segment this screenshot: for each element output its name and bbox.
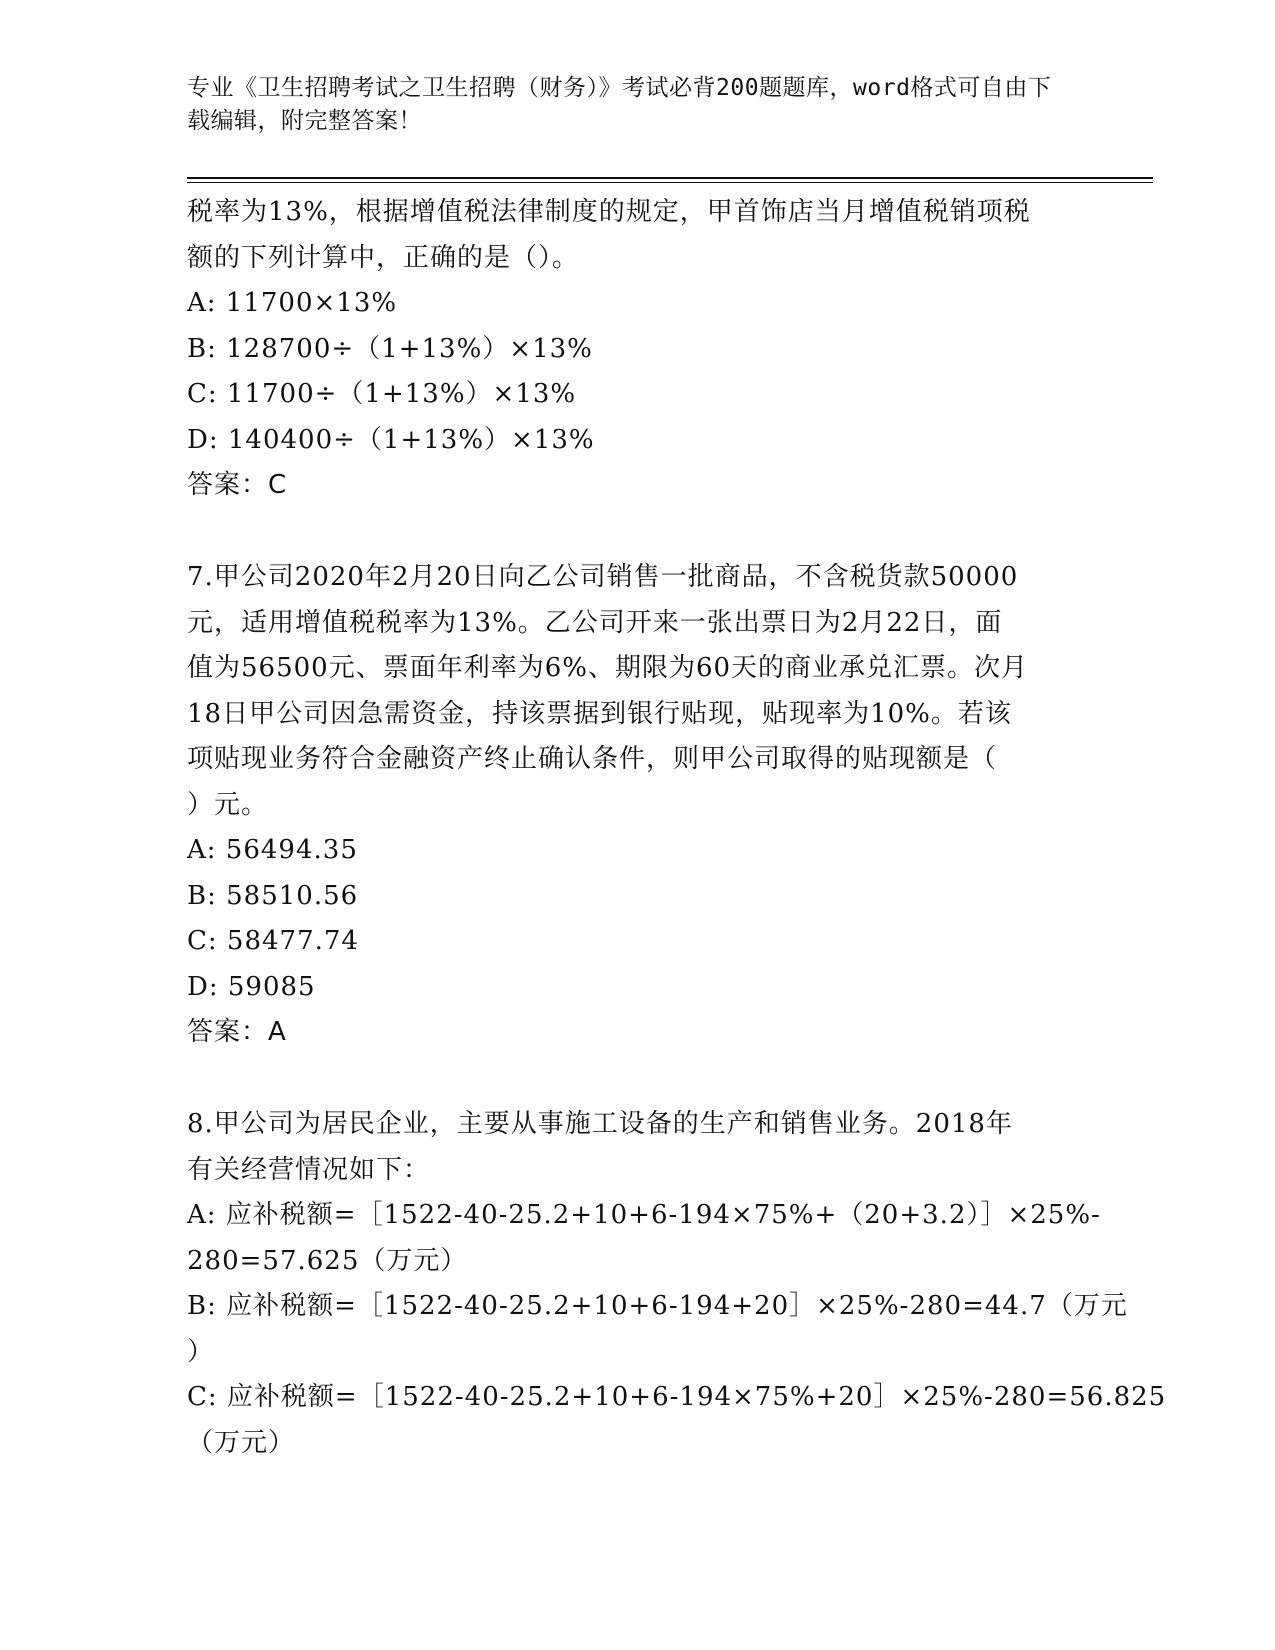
option-b: B: 应补税额=［1522-40-25.2+10+6-194+20］×25%-280=44.7（万元 bbox=[187, 1291, 1128, 1321]
question-text-line: 8.甲公司为居民企业，主要从事施工设备的生产和销售业务。2018年 bbox=[187, 1109, 1013, 1139]
question-7 bbox=[187, 555, 1087, 1056]
option-d: D: 59085 bbox=[187, 971, 316, 1002]
question-text-line: 额的下列计算中，正确的是（）。 bbox=[187, 242, 580, 273]
spacer bbox=[187, 1056, 1087, 1102]
spacer bbox=[187, 509, 1087, 555]
question-text-line: 有关经营情况如下： bbox=[187, 1154, 431, 1185]
answer-line: 答案：C bbox=[187, 470, 288, 500]
option-b: B: 58510.56 bbox=[187, 880, 359, 911]
question-text-line: 元，适用增值税税率为13%。乙公司开来一张出票日为2月22日，面 bbox=[187, 607, 1003, 638]
option-c-continued: （万元） bbox=[187, 1427, 296, 1458]
option-c: C: 58477.74 bbox=[187, 926, 359, 956]
question-text-line: 7.甲公司2020年2月20日向乙公司销售一批商品，不含税货款50000 bbox=[187, 562, 1019, 592]
answer-line: 答案：A bbox=[187, 1017, 287, 1047]
question-text-line: ）元。 bbox=[187, 789, 269, 820]
option-c: C: 应补税额=［1522-40-25.2+10+6-194×75%+20］×25%-280=56.825 bbox=[187, 1382, 1167, 1412]
document-header: 专业《卫生招聘考试之卫生招聘（财务）》考试必背200题题库，word格式可自由下载编辑，附完整答案！ bbox=[187, 75, 1052, 134]
option-a: A: 11700×13% bbox=[187, 288, 398, 318]
option-d: D: 140400÷（1+13%）×13% bbox=[187, 424, 595, 455]
question-text-line: 税率为13%，根据增值税法律制度的规定，甲首饰店当月增值税销项税 bbox=[187, 197, 1031, 227]
header-divider-top bbox=[187, 177, 1153, 179]
question-text-line: 项贴现业务符合金融资产终止确认条件，则甲公司取得的贴现额是（ bbox=[187, 744, 998, 774]
question-8 bbox=[187, 1102, 1167, 1466]
option-a-continued: 280=57.625（万元） bbox=[187, 1245, 468, 1276]
question-6 bbox=[187, 190, 1087, 509]
option-a: A: 56494.35 bbox=[187, 835, 358, 865]
question-text-line: 18日甲公司因急需资金，持该票据到银行贴现，贴现率为10%。若该 bbox=[187, 698, 1012, 729]
option-b-continued: ） bbox=[187, 1336, 215, 1367]
option-b: B: 128700÷（1+13%）×13% bbox=[187, 333, 593, 364]
question-text-line: 值为56500元、票面年利率为6%、期限为60天的商业承兑汇票。次月 bbox=[187, 653, 1029, 683]
option-c: C: 11700÷（1+13%）×13% bbox=[187, 379, 577, 409]
option-a: A: 应补税额=［1522-40-25.2+10+6-194×75%+（20+3.2）］×25%- bbox=[187, 1200, 1101, 1230]
header-divider-bottom bbox=[187, 182, 1153, 183]
document-body bbox=[187, 190, 1167, 1466]
